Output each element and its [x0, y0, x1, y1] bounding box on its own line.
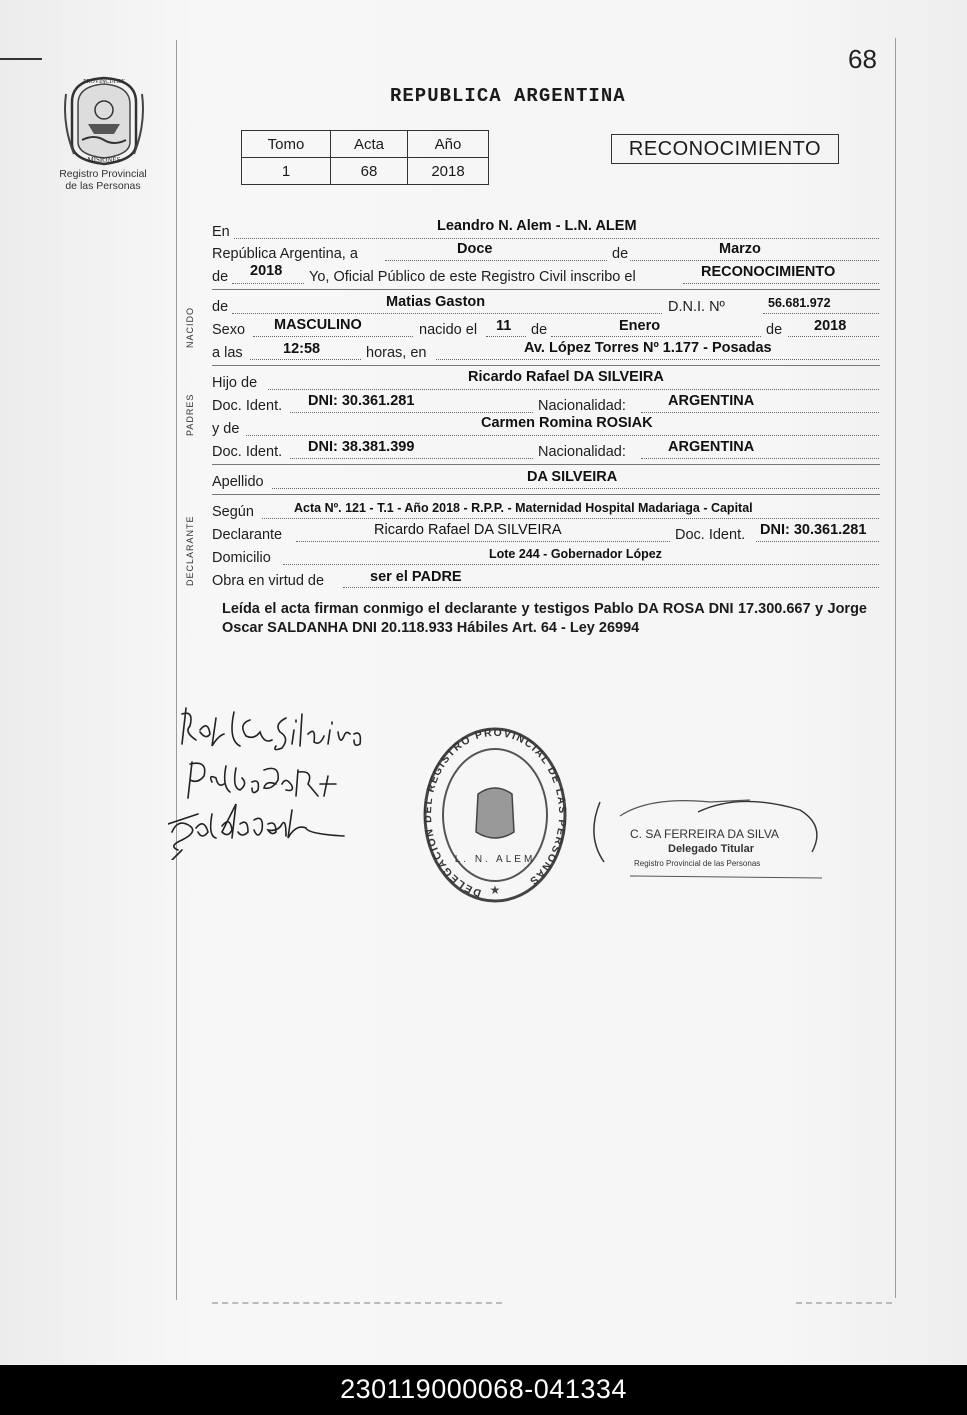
stamp-name: C. SA FERREIRA DA SILVA — [630, 827, 779, 841]
declarante-label: Declarante — [212, 527, 283, 543]
right-margin-line — [895, 38, 896, 1298]
seal-star-icon: ★ — [489, 883, 501, 897]
page-number: 68 — [848, 44, 877, 74]
dotted-line — [272, 488, 879, 489]
logo-text-top: PROVINCIA DE — [83, 79, 125, 85]
dotted-line — [296, 541, 670, 542]
child-name-value: Matias Gaston — [386, 294, 486, 310]
de-label: de — [212, 269, 229, 285]
acta-header: Acta — [331, 131, 408, 158]
birth-time-value: 12:58 — [283, 341, 321, 357]
sexo-label: Sexo — [212, 322, 246, 338]
section-separator — [212, 289, 880, 290]
nacido-el-label: nacido el — [419, 322, 478, 338]
logo-caption — [48, 168, 158, 192]
section-separator — [212, 365, 880, 366]
month-value: Marzo — [719, 241, 761, 257]
birth-place-value: Av. López Torres Nº 1.177 - Posadas — [524, 340, 772, 356]
stamp-role: Delegado Titular — [668, 843, 754, 855]
logo-text-bottom: MISIONES — [87, 156, 121, 164]
section-label-padres: PADRES — [185, 393, 195, 436]
dotted-line — [641, 412, 879, 413]
dotted-line — [250, 359, 361, 360]
seal-center-text: L. N. ALEM — [454, 854, 536, 865]
dotted-line — [232, 283, 304, 284]
de-label: de — [531, 322, 548, 338]
birth-day-value: 11 — [496, 318, 512, 334]
doc-ident-label: Doc. Ident. — [212, 398, 283, 414]
father-name-value: Ricardo Rafael DA SILVEIRA — [468, 369, 664, 385]
domicile-value: Lote 244 - Gobernador López — [489, 547, 662, 561]
dotted-line — [630, 260, 879, 261]
dotted-line — [246, 435, 879, 436]
acta-value: 68 — [331, 158, 408, 185]
registry-table — [241, 130, 489, 185]
section-label-declarante: DECLARANTE — [185, 515, 195, 586]
bottom-dashes — [212, 1302, 502, 1304]
en-label: En — [212, 224, 230, 240]
dotted-line — [290, 458, 533, 459]
signature-rafael-da-silveira — [182, 708, 360, 750]
stamp-org: Registro Provincial de las Personas — [634, 859, 761, 868]
document-type-box: RECONOCIMIENTO — [611, 134, 839, 164]
dotted-line — [343, 587, 879, 588]
nacionalidad-label: Nacionalidad: — [538, 398, 626, 414]
dotted-line — [232, 313, 662, 314]
dotted-line — [763, 313, 879, 314]
year-value: 2018 — [250, 263, 283, 279]
doc-ident-label: Doc. Ident. — [212, 444, 283, 460]
republica-label: República Argentina, a — [212, 246, 358, 262]
dotted-line — [436, 359, 879, 360]
dotted-line — [385, 260, 607, 261]
dotted-line — [486, 336, 526, 337]
dotted-line — [551, 336, 761, 337]
act-value: RECONOCIMIENTO — [701, 264, 836, 280]
obra-value: ser el PADRE — [370, 569, 462, 585]
declarant-dni-value: DNI: 30.361.281 — [760, 522, 867, 538]
birth-year-value: 2018 — [814, 318, 847, 334]
segun-value: Acta Nº. 121 - T.1 - Año 2018 - R.P.P. - Maternidad Hospital Madariaga - Capital — [294, 501, 753, 515]
section-separator — [212, 464, 880, 465]
mother-dni-value: DNI: 38.381.399 — [308, 439, 415, 455]
dotted-line — [268, 389, 879, 390]
apellido-label: Apellido — [212, 474, 264, 490]
dotted-line — [262, 518, 879, 519]
edge-mark — [0, 58, 42, 60]
logo-caption-line1: Registro Provincial — [59, 168, 147, 180]
father-nationality-value: ARGENTINA — [668, 393, 755, 409]
y-de-label: y de — [212, 421, 240, 437]
dotted-line — [283, 564, 879, 565]
oficial-text: Yo, Oficial Público de este Registro Civil inscribo el — [309, 269, 636, 285]
doc-ident-label: Doc. Ident. — [675, 527, 746, 543]
de-label: de — [612, 246, 629, 262]
nacido-de-label: de — [212, 299, 229, 315]
declarant-name-value: Ricardo Rafael DA SILVEIRA — [374, 522, 562, 538]
dotted-line — [641, 458, 879, 459]
mother-name-value: Carmen Romina ROSIAK — [481, 415, 653, 431]
hijo-de-label: Hijo de — [212, 375, 258, 391]
barcode-number-strip: 230119000068-041334 — [0, 1365, 967, 1415]
signature-saldanha — [168, 804, 344, 860]
dni-label: D.N.I. Nº — [668, 299, 725, 315]
anio-header: Año — [408, 131, 489, 158]
father-dni-value: DNI: 30.361.281 — [308, 393, 415, 409]
mother-nationality-value: ARGENTINA — [668, 439, 755, 455]
segun-label: Según — [212, 504, 254, 520]
logo-caption-line2: de las Personas — [65, 180, 141, 192]
misiones-coat-of-arms-logo — [64, 74, 144, 166]
child-dni-value: 56.681.972 — [768, 296, 831, 310]
place-value: Leandro N. Alem - L.N. ALEM — [437, 218, 637, 234]
dotted-line — [234, 238, 879, 239]
closing-paragraph: Leída el acta firman conmigo el declarante y testigos Pablo DA ROSA DNI 17.300.667 y Jorge Oscar SALDANHA DNI 20.118.933 Hábiles Art. 64 - Ley 26994 — [222, 601, 867, 636]
section-label-nacido: NACIDO — [185, 306, 195, 348]
handwritten-signatures — [168, 700, 378, 860]
a-las-label: a las — [212, 345, 243, 361]
bottom-dashes — [796, 1302, 892, 1304]
dotted-line — [756, 541, 879, 542]
official-round-seal — [420, 722, 570, 912]
tomo-header: Tomo — [242, 131, 331, 158]
surname-value: DA SILVEIRA — [527, 469, 618, 485]
nacionalidad-label: Nacionalidad: — [538, 444, 626, 460]
anio-value: 2018 — [408, 158, 489, 185]
domicilio-label: Domicilio — [212, 550, 271, 566]
dotted-line — [253, 336, 413, 337]
delegate-stamp — [590, 796, 830, 886]
horas-en-label: horas, en — [366, 345, 427, 361]
section-separator — [212, 494, 880, 495]
birth-month-value: Enero — [619, 318, 661, 334]
dotted-line — [683, 283, 879, 284]
dotted-line — [290, 412, 533, 413]
seal-ring-text: DELEGACION DEL REGISTRO PROVINCIAL DE LAS PERSONAS — [421, 726, 569, 899]
tomo-value: 1 — [242, 158, 331, 185]
left-margin-line — [176, 40, 177, 1300]
document-title: REPUBLICA ARGENTINA — [390, 85, 626, 107]
signature-pablo-da-rosa — [188, 762, 336, 798]
day-value: Doce — [457, 241, 493, 257]
de-label: de — [766, 322, 783, 338]
obra-label: Obra en virtud de — [212, 573, 325, 589]
sex-value: MASCULINO — [274, 317, 362, 333]
dotted-line — [788, 336, 879, 337]
